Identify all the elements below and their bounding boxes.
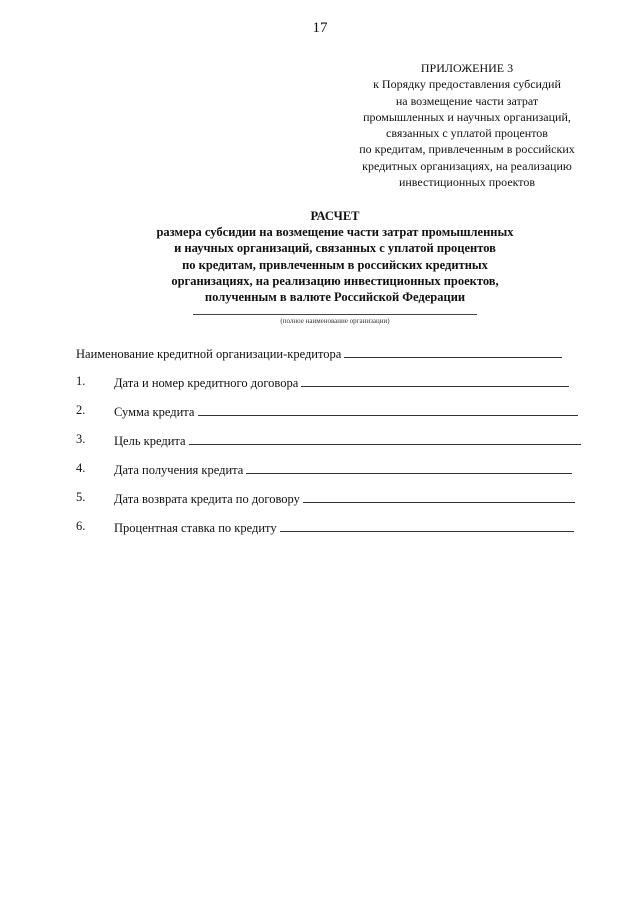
item-label: Процентная ставка по кредиту [114, 521, 277, 535]
creditor-label: Наименование кредитной организации-кредитора [76, 347, 342, 361]
organization-name-caption: (полное наименование организации) [280, 317, 390, 325]
item-label: Дата возврата кредита по договору [114, 492, 300, 506]
title-line: организациях, на реализацию инвестиционных проектов, [171, 273, 499, 288]
creditor-field[interactable] [344, 345, 562, 358]
item-number: 1. [76, 374, 86, 388]
item-number: 3. [76, 432, 86, 446]
item-field[interactable] [189, 432, 581, 445]
title-line: по кредитам, привлеченным в российских кредитных [182, 257, 488, 272]
item-number: 5. [76, 490, 86, 504]
item-label: Цель кредита [114, 434, 186, 448]
creditor-row [76, 345, 562, 362]
appendix-line: по кредитам, привлеченным в российских [359, 142, 575, 157]
document-title [0, 208, 640, 305]
item-field[interactable] [301, 374, 569, 387]
item-label: Дата и номер кредитного договора [114, 376, 299, 390]
item-number: 6. [76, 519, 86, 533]
page-number: 17 [312, 20, 328, 36]
appendix-line: промышленных и научных организаций, [363, 109, 571, 124]
appendix-header [336, 60, 598, 190]
appendix-line: к Порядку предоставления субсидий [373, 77, 561, 92]
title-line: РАСЧЕТ [310, 209, 360, 223]
title-line: полученным в валюте Российской Федерации [204, 290, 466, 305]
title-line: размера субсидии на возмещение части затрат промышленных [156, 225, 514, 240]
item-field[interactable] [303, 490, 575, 503]
organization-name-field[interactable] [193, 314, 477, 315]
appendix-line: на возмещение части затрат [395, 93, 539, 108]
item-label: Дата получения кредита [114, 463, 244, 477]
item-number: 4. [76, 461, 86, 475]
title-line: и научных организаций, связанных с уплатой процентов [174, 241, 496, 256]
item-field[interactable] [246, 461, 572, 474]
appendix-line: ПРИЛОЖЕНИЕ 3 [420, 61, 514, 75]
item-field[interactable] [280, 519, 574, 532]
appendix-line: связанных с уплатой процентов [386, 126, 548, 141]
item-label: Сумма кредита [114, 405, 195, 419]
item-number: 2. [76, 403, 86, 417]
appendix-line: инвестиционных проектов [398, 175, 536, 190]
appendix-line: кредитных организациях, на реализацию [362, 158, 572, 173]
item-field[interactable] [198, 403, 578, 416]
